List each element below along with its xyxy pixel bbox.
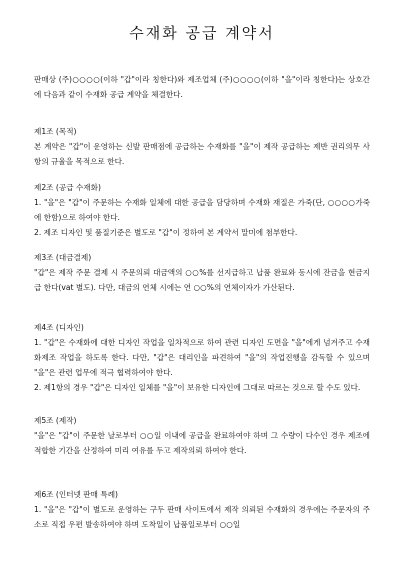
article-6 [34, 487, 370, 532]
article-paragraph: 2. 제조 디자인 및 품질기준은 별도로 "갑"이 정하여 본 계약서 말미에 첨부한다. [34, 228, 298, 237]
article-5 [34, 413, 370, 458]
article-paragraph: "갑"은 제작 주문 결제 시 주문의뢰 대금액의 ○○%를 선지급하고 납품 완료와 동시에 잔금을 현금지급 한다(vat 별도). 다만, 대금의 연체 시에는 연 ○○%의 연체이자가 가산된다. [34, 268, 370, 292]
article-4 [34, 320, 370, 395]
article-paragraph: 2. 제1항의 경우 "갑"은 디자인 일체를 "을"이 보유한 디자인에 그대로 따르는 것으로 할 수도 있다. [34, 383, 361, 392]
article-paragraph: 1. "갑"은 수재화에 대한 디자인 작업을 일차적으로 하여 관련 디자인 도면을 "을"에게 넘겨주고 수재화제조 작업을 하도록 한다. 다만, "갑"은 대리인을 파견하여 "을"의 작업진행을 감독할 수 있으며 "을"은 관련 업무에 적극 협력하여야 한다. [34, 338, 370, 377]
document-title: 수재화 공급 계약서 [129, 24, 275, 42]
article-paragraph: 1. "을"은 "갑"이 주문하는 수재화 일체에 대한 공급을 담당하며 수재화 재질은 가죽(단, ○○○○가죽에 한함)으로 하여야 한다. [34, 198, 370, 222]
intro-paragraph: 판매상 (주)○○○○(이하 "갑"이라 칭한다)와 제조업체 (주)○○○○(이하 "을"이라 칭한다)는 상호간에 다음과 같이 수재화 공급 계약을 체결한다. [34, 75, 370, 99]
article-heading: 제1조 (목적) [34, 127, 77, 136]
article-heading: 제6조 (인터넷 판매 특례) [34, 490, 119, 499]
article-paragraph: "을"은 "갑"이 주문한 날로부터 ○○일 이내에 공급을 완료하여야 하며 그 수량이 다수인 경우 제조에 적합한 기간을 산정하여 미리 여유를 두고 제작의뢰 하여야 한다. [34, 431, 370, 455]
article-heading: 제3조 (대금결제) [34, 253, 92, 262]
article-1 [34, 124, 370, 169]
article-paragraph: 본 계약은 "갑"이 운영하는 신발 판매점에 공급하는 수재화를 "을"이 제작 공급하는 제반 권리의무 사항의 규율을 목적으로 한다. [34, 142, 370, 166]
article-paragraph: 1. "을"은 "갑"이 별도로 운영하는 구두 판매 사이트에서 제작 의뢰된 수재화의 경우에는 주문자의 주소로 직접 우편 발송하여야 하며 도착일이 납품일로부터 ○○일 [34, 505, 370, 529]
article-heading: 제4조 (디자인) [34, 323, 84, 332]
article-3 [34, 250, 370, 295]
article-heading: 제2조 (공급 수재화) [34, 183, 101, 192]
article-heading: 제5조 (제작) [34, 416, 77, 425]
article-2 [34, 180, 370, 240]
